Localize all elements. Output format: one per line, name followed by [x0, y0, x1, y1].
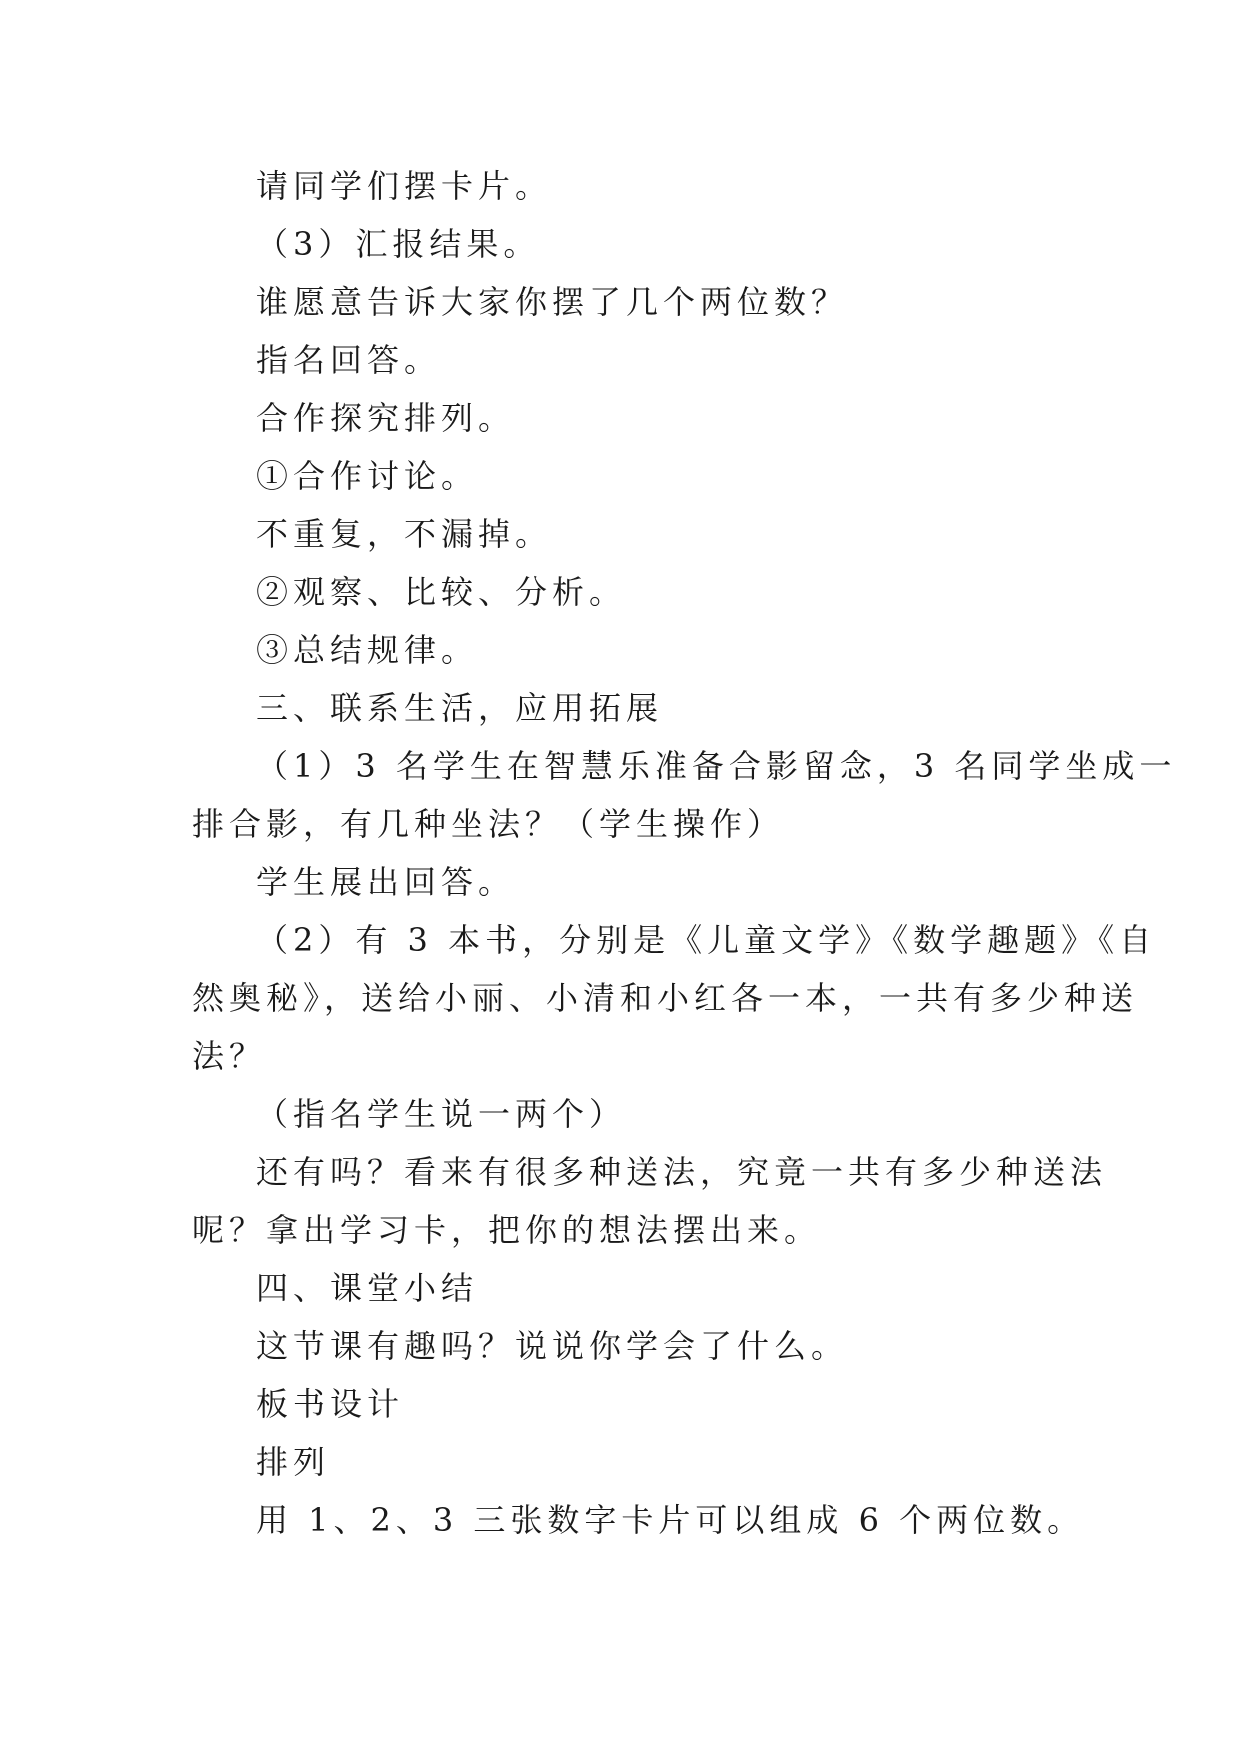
text-line: （2）有 3 本书，分别是《儿童文学》《数学趣题》《自 — [256, 921, 1157, 959]
text-line: ③总结规律。 — [256, 631, 479, 669]
text-line: 还有吗？看来有很多种送法，究竟一共有多少种送法 — [256, 1153, 1108, 1191]
section-heading: 合作探究排列。 — [256, 399, 516, 437]
text-line: 这节课有趣吗？说说你学会了什么。 — [256, 1327, 849, 1365]
text-line: 板书设计 — [256, 1385, 405, 1423]
text-line: 排列 — [256, 1443, 331, 1481]
section-heading: 四、课堂小结 — [256, 1269, 479, 1307]
text-line: 排合影，有几种坐法？（学生操作） — [192, 805, 785, 843]
text-line: 法？ — [192, 1037, 267, 1075]
text-line: 请同学们摆卡片。 — [256, 167, 553, 205]
text-line: 然奥秘》，送给小丽、小清和小红各一本，一共有多少种送 — [192, 979, 1139, 1017]
text-line: 学生展出回答。 — [256, 863, 516, 901]
text-line: 不重复，不漏掉。 — [256, 515, 553, 553]
text-line: ②观察、比较、分析。 — [256, 573, 627, 611]
text-line: ①合作讨论。 — [256, 457, 479, 495]
section-heading: 三、联系生活，应用拓展 — [256, 689, 664, 727]
text-line: 指名回答。 — [256, 341, 442, 379]
text-line: （指名学生说一两个） — [256, 1095, 627, 1133]
text-line: （1）3 名学生在智慧乐准备合影留念，3 名同学坐成一 — [256, 747, 1177, 785]
text-line: 谁愿意告诉大家你摆了几个两位数？ — [256, 283, 849, 321]
text-line: 用 1、2、3 三张数字卡片可以组成 6 个两位数。 — [256, 1501, 1085, 1539]
text-line: （3）汇报结果。 — [256, 225, 541, 263]
text-line: 呢？拿出学习卡，把你的想法摆出来。 — [192, 1211, 822, 1249]
